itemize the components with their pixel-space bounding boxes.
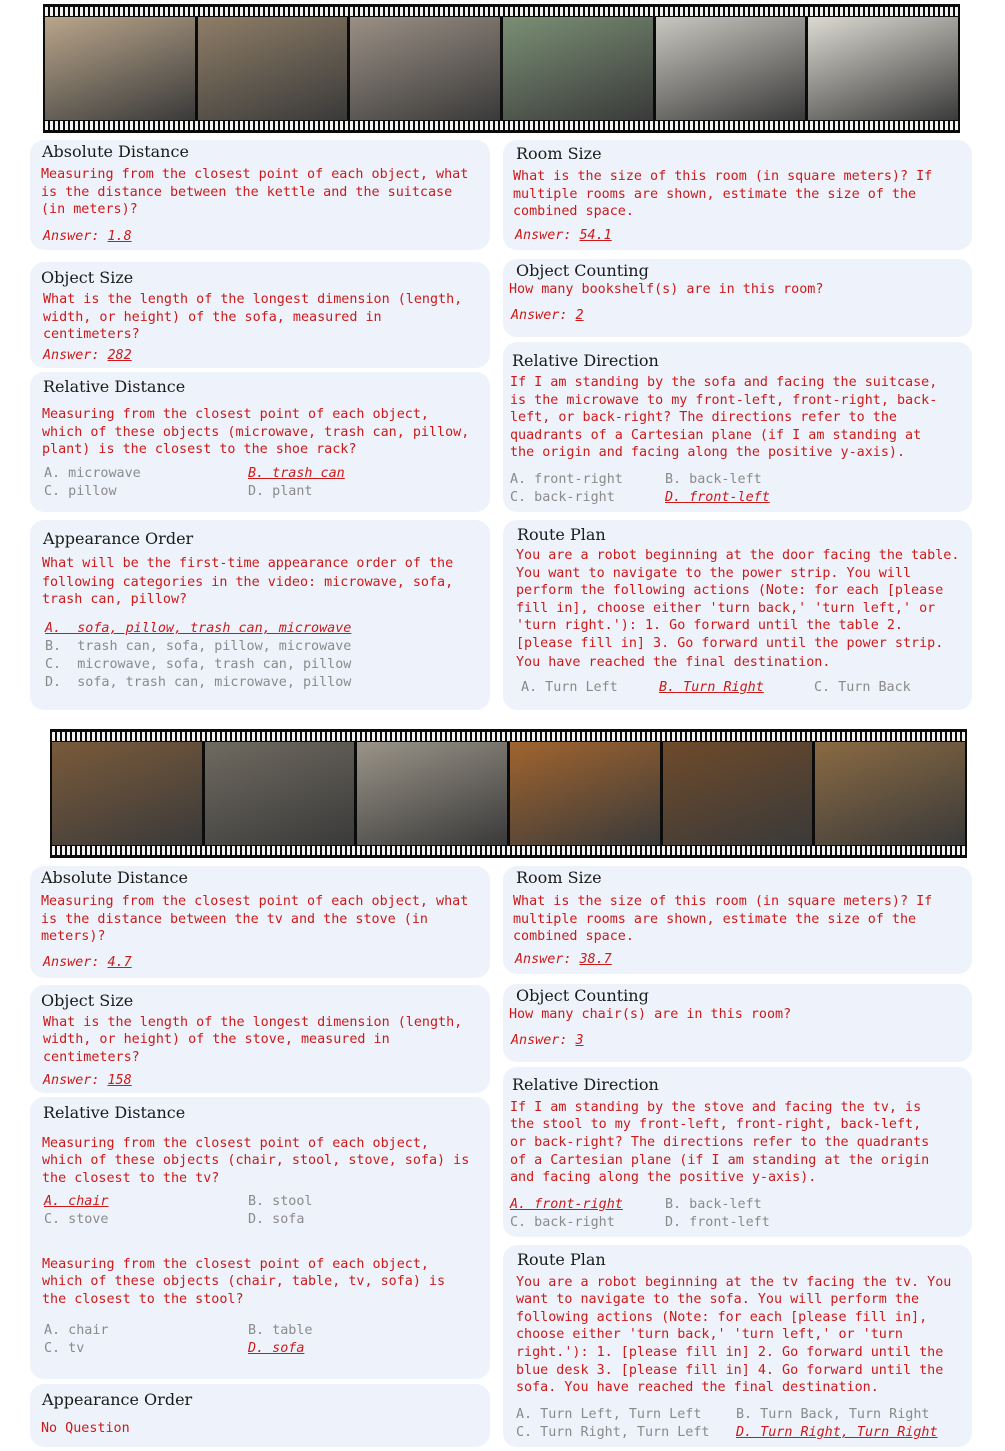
question-line: width, or height) of the sofa, measured in	[43, 310, 382, 325]
option-a-selected: A. front-right	[510, 1197, 623, 1212]
card-title: Room Size	[516, 144, 602, 163]
object-size-card	[30, 985, 490, 1093]
answer: Answer: 3	[511, 1033, 584, 1048]
card-title: Appearance Order	[43, 529, 194, 548]
question-line: centimeters?	[43, 1050, 140, 1065]
answer-value: 4.7	[107, 955, 132, 970]
appearance-order-card	[30, 520, 490, 710]
question-line: is the microwave to my front-left, front-right, back-	[510, 393, 938, 408]
video-frame	[52, 742, 202, 845]
option-b: B. back-left	[665, 1197, 762, 1212]
card-title: Appearance Order	[42, 1390, 193, 1409]
question-line: Measuring from the closest point of each object,	[42, 1136, 429, 1151]
option-d: D. sofa	[248, 1212, 305, 1227]
card-title: Route Plan	[517, 1250, 606, 1269]
question-line: following actions (Note: for each [please fill in],	[516, 1310, 928, 1325]
question-line: How many chair(s) are in this room?	[509, 1007, 792, 1022]
object-counting-card	[503, 984, 972, 1062]
question-line: left, or back-right? The directions refer to the	[510, 410, 897, 425]
question-line: following categories in the video: microwave, sofa,	[42, 575, 454, 590]
answer: Answer: 4.7	[43, 955, 132, 970]
option-c: C. Turn Right, Turn Left	[516, 1425, 710, 1440]
option-a-selected: A. chair	[44, 1194, 109, 1209]
answer-value: 282	[107, 348, 132, 363]
question-line: How many bookshelf(s) are in this room?	[509, 282, 824, 297]
room-size-card	[503, 140, 972, 250]
question-line: What is the size of this room (in square meters)? If	[513, 894, 933, 909]
answer: Answer: 1.8	[43, 229, 132, 244]
answer: Answer: 54.1	[515, 228, 612, 243]
option-c: C. stove	[44, 1212, 109, 1227]
option-a-selected: A. sofa, pillow, trash can, microwave	[45, 621, 352, 636]
video-frame	[503, 17, 653, 120]
option-a: A. microwave	[44, 466, 141, 481]
answer-value: 1.8	[107, 229, 132, 244]
question-line: want to navigate to the sofa. You will perform the	[516, 1292, 920, 1307]
question-line: [please fill in] 3. Go forward until the power strip.	[516, 636, 944, 651]
question-line: width, or height) of the stove, measured in	[43, 1032, 390, 1047]
answer: Answer: 38.7	[515, 952, 612, 967]
question-line: is the distance between the tv and the stove (in	[41, 912, 428, 927]
option-b-selected: B. trash can	[248, 466, 345, 481]
option-d-selected: D. sofa	[248, 1341, 305, 1356]
option-a: A. Turn Left, Turn Left	[516, 1407, 702, 1422]
answer-value: 38.7	[579, 952, 612, 967]
card-title: Room Size	[516, 868, 602, 887]
relative-direction-card	[503, 1067, 972, 1237]
option-c: C. back-right	[510, 1215, 615, 1230]
question-line: trash can, pillow?	[42, 592, 188, 607]
option-a: A. front-right	[510, 472, 623, 487]
option-b: B. Turn Back, Turn Right	[736, 1407, 930, 1422]
option-b: B. back-left	[665, 472, 762, 487]
video-frame	[808, 17, 958, 120]
room-size-card	[503, 866, 972, 974]
video-frame	[357, 742, 507, 845]
sprocket-holes-top	[43, 7, 960, 16]
card-title: Absolute Distance	[41, 868, 188, 887]
video-frame	[815, 742, 965, 845]
absolute-distance-card	[30, 140, 490, 250]
question-line: You are a robot beginning at the door facing the table.	[516, 548, 960, 563]
answer-value: 54.1	[579, 228, 612, 243]
video-frames	[45, 17, 958, 120]
option-a: A. chair	[44, 1323, 109, 1338]
question-line: fill in], choose either 'turn back,' 'turn left,' or	[516, 601, 936, 616]
question-line: of a Cartesian plane (if I am standing at the origin	[510, 1153, 930, 1168]
question-line: 'turn right.'): 1. Go forward until the table 2.	[516, 618, 903, 633]
video-frames	[52, 742, 965, 845]
option-b: B. table	[248, 1323, 313, 1338]
card-title: Relative Direction	[512, 351, 659, 370]
option-c: C. tv	[44, 1341, 85, 1356]
option-b-selected: B. Turn Right	[659, 680, 764, 695]
question-line: and facing along the positive y-axis).	[510, 1170, 817, 1185]
option-d: D. plant	[248, 484, 313, 499]
relative-direction-card	[503, 342, 972, 512]
card-title: Object Size	[41, 991, 134, 1010]
card-title: Absolute Distance	[42, 142, 189, 161]
card-title: Object Counting	[516, 261, 649, 280]
card-title: Relative Distance	[43, 377, 186, 396]
question-line: What is the size of this room (in square meters)? If	[513, 169, 933, 184]
question-line: meters)?	[41, 929, 106, 944]
relative-distance-card	[30, 372, 490, 512]
sprocket-holes-bottom	[43, 121, 960, 130]
sprocket-holes-bottom	[50, 846, 967, 855]
option-d: D. front-left	[665, 1215, 770, 1230]
object-size-card	[30, 262, 490, 368]
card-title: Route Plan	[517, 525, 606, 544]
film-strip-1	[43, 4, 960, 133]
object-counting-card	[503, 259, 972, 337]
option-c: C. Turn Back	[814, 680, 911, 695]
video-frame	[205, 742, 355, 845]
question-line: Measuring from the closest point of each object, what	[41, 894, 469, 909]
film-strip-2	[50, 729, 967, 858]
option-c: C. back-right	[510, 490, 615, 505]
option-d-selected: D. Turn Right, Turn Right	[736, 1425, 938, 1440]
question-line: plant) is the closest to the shoe rack?	[42, 442, 357, 457]
question-line: or back-right? The directions refer to the quadrants	[510, 1135, 930, 1150]
question-line: the closest to the stool?	[42, 1292, 244, 1307]
option-a: A. Turn Left	[521, 680, 618, 695]
answer-value: 2	[575, 308, 584, 323]
question-line: What will be the first-time appearance order of the	[42, 556, 454, 571]
question-line: sofa. You have reached the final destination.	[516, 1380, 879, 1395]
video-frame	[198, 17, 348, 120]
card-title: Object Counting	[516, 986, 649, 1005]
question-line: choose either 'turn back,' 'turn left,' or 'turn	[516, 1327, 903, 1342]
video-frame	[656, 17, 806, 120]
option-c: C. microwave, sofa, trash can, pillow	[45, 657, 352, 672]
question-line: combined space.	[513, 204, 634, 219]
answer: Answer: 158	[43, 1073, 132, 1088]
video-frame	[663, 742, 813, 845]
question-line: You want to navigate to the power strip. You will	[516, 566, 912, 581]
video-frame	[350, 17, 500, 120]
option-c: C. pillow	[44, 484, 117, 499]
route-plan-card	[503, 520, 972, 710]
question-line: multiple rooms are shown, estimate the size of the	[513, 912, 917, 927]
question-line: the stool to my front-left, front-right, back-left,	[510, 1117, 922, 1132]
question-line: which of these objects (microwave, trash can, pillow,	[42, 425, 470, 440]
appearance-order-card	[30, 1384, 490, 1447]
question-line: perform the following actions (Note: for each [please	[516, 583, 944, 598]
video-frame	[510, 742, 660, 845]
question-line: the origin and facing along the positive y-axis).	[510, 445, 906, 460]
question-line: which of these objects (chair, table, tv, sofa) is	[42, 1274, 446, 1289]
question-line: is the distance between the kettle and the suitcase	[41, 185, 453, 200]
question-line: centimeters?	[43, 327, 140, 342]
sprocket-holes-top	[50, 732, 967, 741]
video-frame	[45, 17, 195, 120]
question-line: (in meters)?	[41, 202, 138, 217]
answer: Answer: 282	[43, 348, 132, 363]
question-line: which of these objects (chair, stool, stove, sofa) is	[42, 1153, 470, 1168]
card-title: Relative Direction	[512, 1075, 659, 1094]
question-line: What is the length of the longest dimension (length,	[43, 292, 463, 307]
question-line: the closest to the tv?	[42, 1171, 220, 1186]
question-line: Measuring from the closest point of each object,	[42, 407, 429, 422]
option-d: D. sofa, trash can, microwave, pillow	[45, 675, 352, 690]
question-line: If I am standing by the stove and facing the tv, is	[510, 1100, 922, 1115]
no-question-text: No Question	[41, 1421, 130, 1436]
question-line: What is the length of the longest dimension (length,	[43, 1015, 463, 1030]
question-line: multiple rooms are shown, estimate the size of the	[513, 187, 917, 202]
card-title: Relative Distance	[43, 1103, 186, 1122]
option-b: B. stool	[248, 1194, 313, 1209]
question-line: Measuring from the closest point of each object, what	[41, 167, 469, 182]
question-line: combined space.	[513, 929, 634, 944]
answer: Answer: 2	[511, 308, 584, 323]
card-title: Object Size	[41, 268, 134, 287]
question-line: If I am standing by the sofa and facing the suitcase,	[510, 375, 938, 390]
absolute-distance-card	[30, 866, 490, 978]
question-line: blue desk 3. [please fill in] 4. Go forward until the	[516, 1363, 944, 1378]
route-plan-card	[503, 1245, 972, 1447]
question-line: right.'): 1. [please fill in] 2. Go forward until the	[516, 1345, 944, 1360]
option-d-selected: D. front-left	[665, 490, 770, 505]
question-line: You are a robot beginning at the tv facing the tv. You	[516, 1275, 952, 1290]
answer-value: 3	[575, 1033, 584, 1048]
relative-distance-card	[30, 1097, 490, 1379]
question-line: Measuring from the closest point of each object,	[42, 1257, 429, 1272]
question-line: quadrants of a Cartesian plane (if I am standing at	[510, 428, 922, 443]
option-b: B. trash can, sofa, pillow, microwave	[45, 639, 352, 654]
answer-value: 158	[107, 1073, 132, 1088]
question-line: You have reached the final destination.	[516, 655, 831, 670]
